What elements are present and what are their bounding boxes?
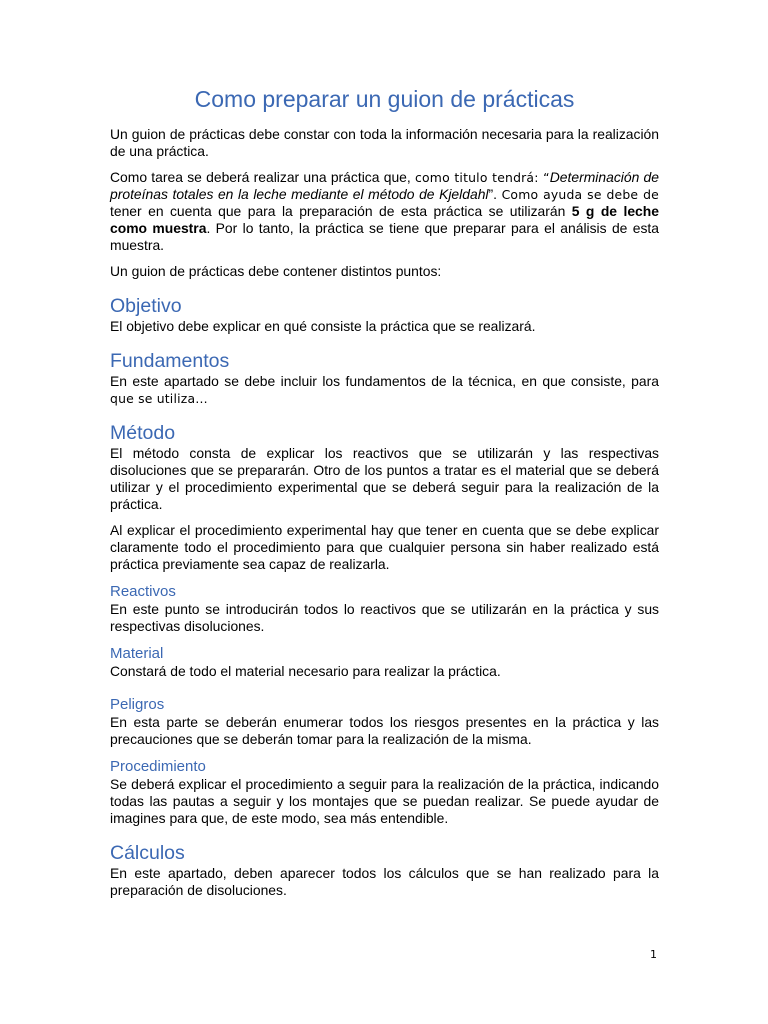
subsection-text-peligros: En esta parte se deberán enumerar todos los riesgos presentes en la práctica y las precauciones que se deberán tomar para la realización de la misma. xyxy=(110,714,659,747)
intro-p2-e: Como ayuda se debe de xyxy=(501,187,659,202)
intro-p2-d: ”. xyxy=(488,186,502,202)
document-page xyxy=(110,84,659,908)
subsection-heading-procedimiento: Procedimiento xyxy=(110,758,206,775)
intro-p2-f: tener en cuenta que para la preparación de esta práctica se utilizarán xyxy=(110,203,572,219)
section-text-fundamentos xyxy=(110,373,659,407)
intro-p2-a: Como tarea se deberá realizar una práctica que, xyxy=(110,169,415,185)
section-heading-calculos: Cálculos xyxy=(110,842,185,864)
subsection-text-procedimiento: Se deberá explicar el procedimiento a seguir para la realización de la práctica, indicando todas las pautas a seguir y los montajes que se puedan realizar. Se puede ayudar de imagines para que, de este modo, sea más entendible. xyxy=(110,776,659,826)
section-text-objetivo: El objetivo debe explicar en qué consiste la práctica que se realizará. xyxy=(110,318,536,334)
document-title: Como preparar un guion de prácticas xyxy=(194,86,575,112)
section-heading-objetivo: Objetivo xyxy=(110,295,182,317)
subsection-heading-peligros: Peligros xyxy=(110,696,165,713)
subsection-heading-reactivos: Reactivos xyxy=(110,583,176,600)
section-heading-metodo: Método xyxy=(110,422,176,444)
subsection-text-material: Constará de todo el material necesario para realizar la práctica. xyxy=(110,663,501,679)
section-text-calculos: En este apartado, deben aparecer todos los cálculos que se han realizado para la preparación de disoluciones. xyxy=(110,865,659,898)
subsection-text-reactivos: En este punto se introducirán todos lo reactivos que se utilizarán en la práctica y sus respectivas disoluciones. xyxy=(110,601,659,634)
practice-title: Determinación de proteínas totales en la leche mediante el método de Kjeldahl xyxy=(110,169,660,202)
subsection-heading-material: Material xyxy=(110,645,164,662)
intro-p2-b: como titulo tendrá: “ xyxy=(415,170,550,185)
intro-paragraph-1: Un guion de prácticas debe constar con toda la información necesaria para la realización de una práctica. xyxy=(110,126,659,159)
fundamentos-text-a: En este apartado se debe incluir los fundamentos de la técnica, en que consiste, para xyxy=(110,373,659,389)
section-text-metodo-1: El método consta de explicar los reactivos que se utilizarán y las respectivas disoluciones que se prepararán. Otro de los puntos a tratar es el material que se deberá utilizar y el procedimiento experimental que se deberá seguir para la realización de la práctica. xyxy=(110,445,659,512)
intro-paragraph-3: Un guion de prácticas debe contener distintos puntos: xyxy=(110,263,442,279)
sample-amount: 5 g de leche como muestra xyxy=(110,203,659,236)
section-heading-fundamentos: Fundamentos xyxy=(110,350,230,372)
page-number: 1 xyxy=(650,948,657,961)
fundamentos-text-b: que se utiliza… xyxy=(110,391,208,406)
intro-paragraph-2 xyxy=(110,169,659,254)
intro-p2-h: . Por lo tanto, la práctica se tiene que preparar para el análisis de esta muestra. xyxy=(110,220,659,253)
section-text-metodo-2: Al explicar el procedimiento experimental hay que tener en cuenta que se debe explicar claramente todo el procedimiento para que cualquier persona sin haber realizado está práctica previamente sea capaz de realizarla. xyxy=(110,522,659,572)
